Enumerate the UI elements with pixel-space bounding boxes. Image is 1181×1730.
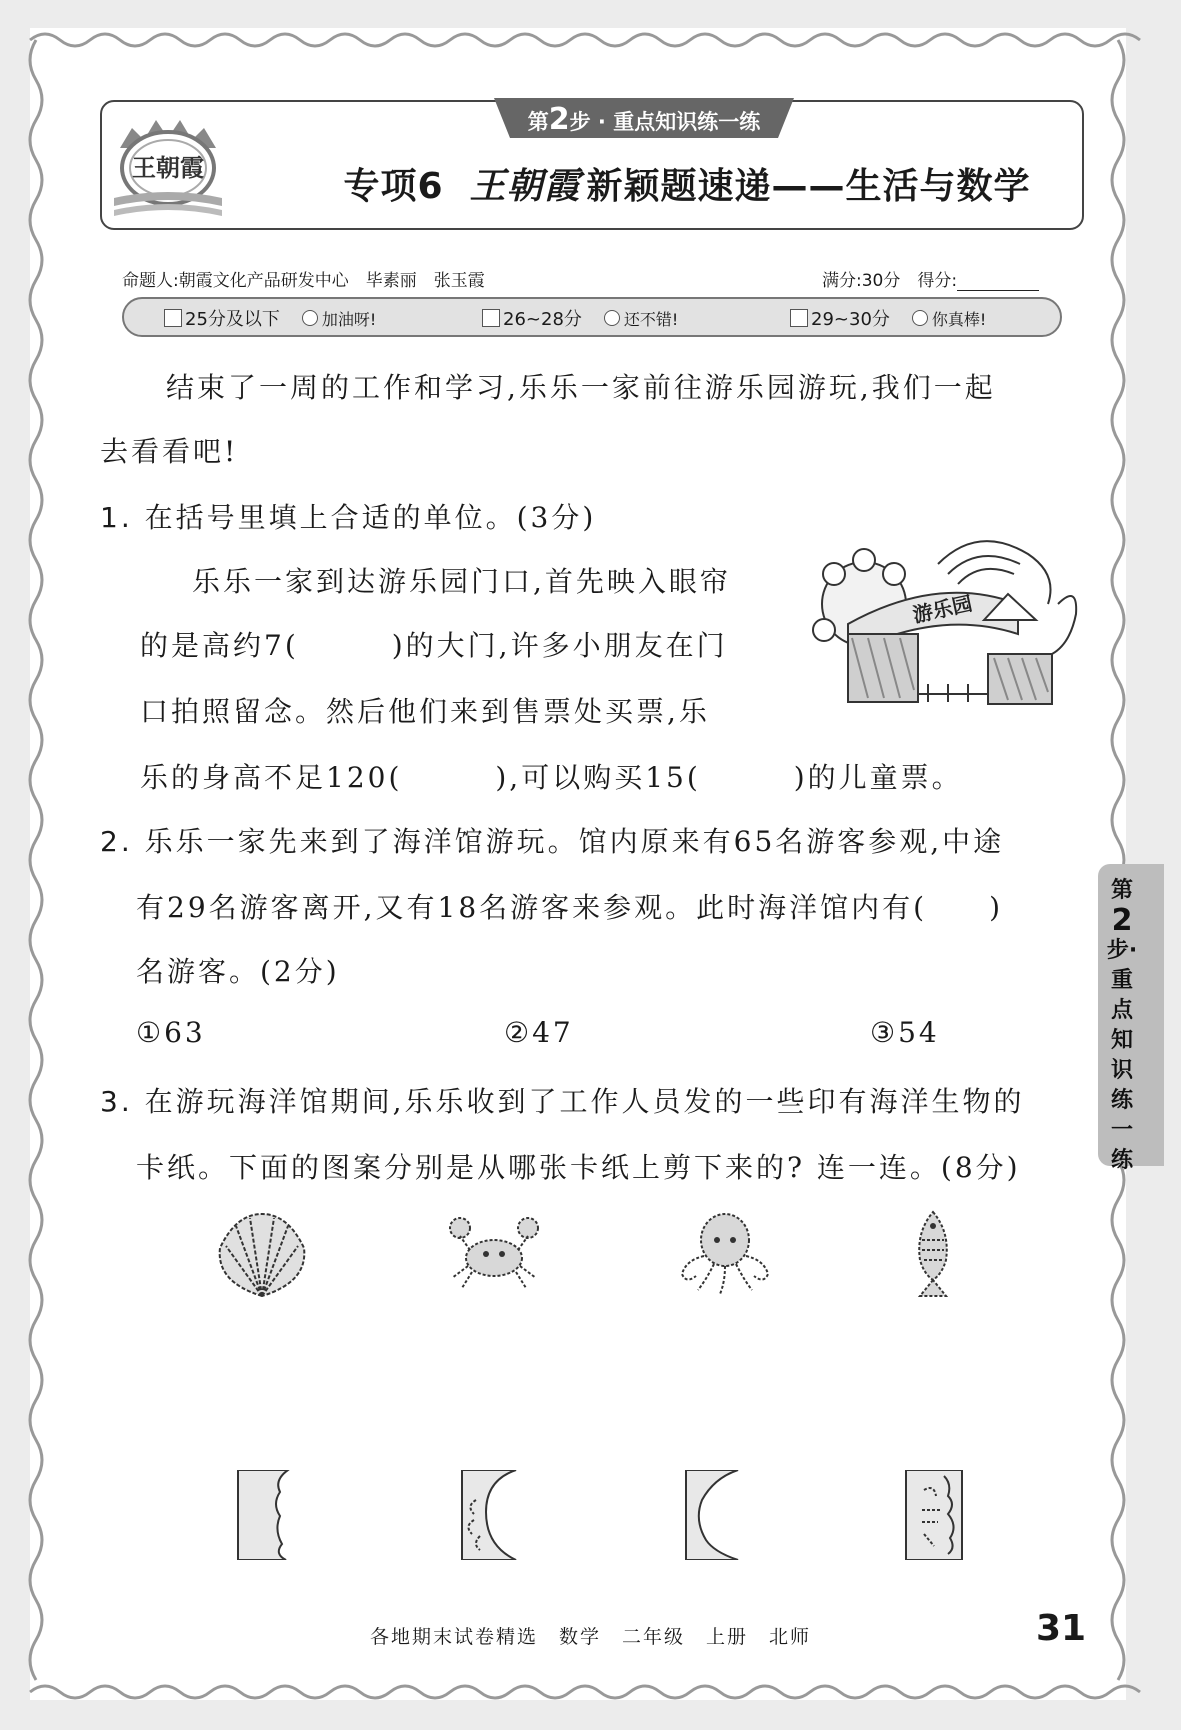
- svg-text:王朝霞: 王朝霞: [132, 153, 204, 182]
- smiley-icon: [302, 310, 318, 326]
- q3-stem: 3. 在游玩海洋馆期间,乐乐收到了工作人员发的一些印有海洋生物的: [100, 1085, 1025, 1118]
- intro-line-1: 结束了一周的工作和学习,乐乐一家前往游乐园游玩,我们一起: [166, 371, 996, 404]
- crab-icon[interactable]: [446, 1214, 542, 1292]
- q1-line-3: 口拍照留念。然后他们来到售票处买票,乐: [140, 695, 710, 728]
- q2-option-3[interactable]: ③54: [870, 1016, 940, 1049]
- page-title: 专项6 王朝霞 新颖题速递——生活与数学: [343, 165, 1031, 207]
- page-number: 31: [1036, 1608, 1087, 1649]
- q2-option-1[interactable]: ①63: [136, 1016, 206, 1049]
- rating-item-low: 25分及以下 加油呀!: [164, 305, 376, 331]
- shell-icon[interactable]: [216, 1212, 308, 1298]
- q2-line-3: 名游客。(2分): [136, 955, 340, 988]
- q2-option-2[interactable]: ②47: [504, 1016, 574, 1049]
- q1-line-1: 乐乐一家到达游乐园门口,首先映入眼帘: [192, 565, 731, 598]
- step-label: 第2步 · 重点知识练一练: [527, 102, 761, 137]
- card-crab-cutout[interactable]: [684, 1470, 740, 1560]
- svg-text:游乐园: 游乐园: [910, 591, 975, 628]
- q2-line-2: 有29名游客离开,又有18名游客来参观。此时海洋馆内有( ): [136, 891, 1004, 924]
- score-info: 满分:30分 得分:: [822, 266, 1039, 291]
- rating-bar: [122, 297, 1062, 337]
- rating-item-high: 29~30分 你真棒!: [790, 305, 986, 331]
- header-box: [100, 100, 1084, 230]
- rating-item-mid: 26~28分 还不错!: [482, 305, 678, 331]
- card-octopus-cutout[interactable]: [460, 1470, 518, 1560]
- q3-line-2: 卡纸。下面的图案分别是从哪张卡纸上剪下来的? 连一连。(8分): [136, 1151, 1021, 1184]
- checkbox[interactable]: [790, 309, 808, 327]
- q1-line-2: 的是高约7( )的大门,许多小朋友在门: [140, 629, 728, 662]
- author-line: 命题人:朝霞文化产品研发中心 毕素丽 张玉霞: [122, 271, 485, 291]
- octopus-icon[interactable]: [676, 1210, 774, 1296]
- amusement-park-illustration: [808, 534, 1084, 716]
- fish-icon[interactable]: [910, 1210, 956, 1298]
- card-fish-cutout[interactable]: [904, 1470, 964, 1560]
- q1-line-4: 乐的身高不足120( ),可以购买15( )的儿童票。: [140, 761, 963, 794]
- score-blank[interactable]: [957, 272, 1039, 291]
- checkbox[interactable]: [164, 309, 182, 327]
- q2-stem: 2. 乐乐一家先来到了海洋馆游玩。馆内原来有65名游客参观,中途: [100, 825, 1005, 858]
- smiley-icon: [912, 310, 928, 326]
- q1-stem: 1. 在括号里填上合适的单位。(3分): [100, 501, 597, 534]
- card-shell-cutout[interactable]: [236, 1470, 292, 1560]
- smiley-icon: [604, 310, 620, 326]
- intro-line-2: 去看看吧!: [100, 435, 239, 468]
- side-tab-label: 第 2 步· 重 点 知 识 练 一 练: [1106, 878, 1138, 1173]
- checkbox[interactable]: [482, 309, 500, 327]
- footer-text: 各地期末试卷精选 数学 二年级 上册 北师: [370, 1626, 812, 1648]
- brand-logo: [110, 108, 226, 220]
